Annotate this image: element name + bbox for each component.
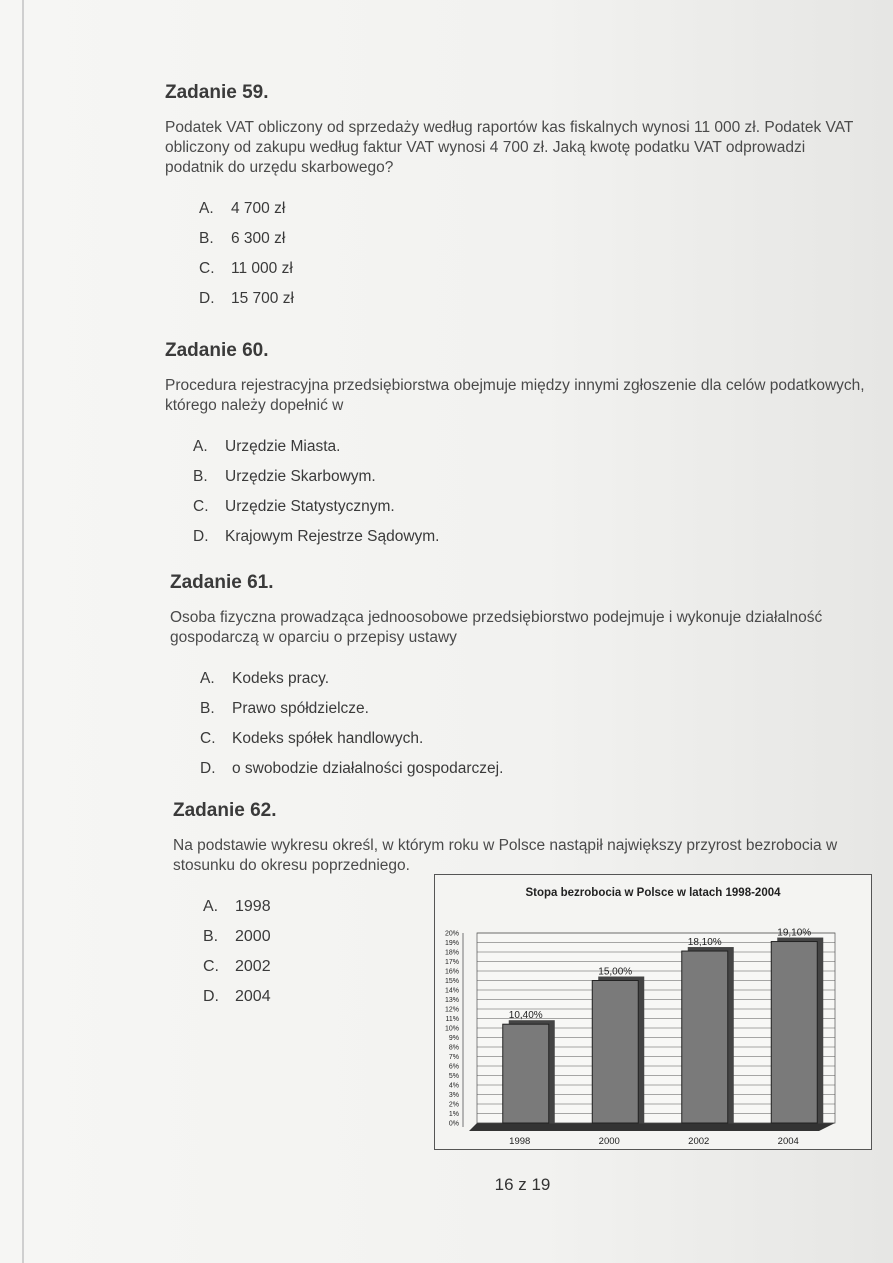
task-question: Procedura rejestracyjna przedsiębiorstwa obejmuje między innymi zgłoszenie dla celów podatkowych, którego należy dopełnić w: [165, 377, 865, 414]
task-59: [165, 82, 865, 314]
y-tick-label: 1%: [448, 1111, 459, 1118]
y-tick-label: 4%: [448, 1082, 459, 1090]
task-title: Zadanie 62.: [173, 800, 277, 821]
y-tick-label: 14%: [444, 987, 459, 995]
task-title: Zadanie 59.: [165, 82, 269, 103]
answer-options: [170, 664, 870, 784]
chart-title: Stopa bezrobocia w Polsce w latach 1998-2004: [525, 887, 781, 899]
bar: [682, 951, 728, 1123]
answer-option: C. Urzędzie Statystycznym.: [193, 498, 395, 515]
bar-data-label: 10,40%: [508, 1010, 543, 1022]
y-tick-label: 20%: [444, 930, 459, 938]
y-tick-label: 10%: [444, 1025, 459, 1033]
answer-option: B. Urzędzie Skarbowym.: [193, 468, 376, 485]
plot-floor: [469, 1123, 835, 1131]
y-tick-label: 16%: [444, 968, 459, 976]
task-question: Podatek VAT obliczony od sprzedaży według raportów kas fiskalnych wynosi 11 000 zł. Podatek VAT obliczony od zakupu według faktur VAT wynosi 4 700 zł. Jaką kwotę podatku VAT odprowadzi podatnik do urzędu skarbowego?: [165, 119, 854, 176]
y-tick-label: 15%: [444, 978, 459, 985]
answer-option: C. 11 000 zł: [199, 260, 293, 277]
x-tick-label: 2000: [598, 1136, 620, 1147]
y-tick-label: 5%: [448, 1073, 459, 1080]
bar: [592, 981, 638, 1124]
y-tick-label: 11%: [445, 1016, 459, 1023]
task-question: Osoba fizyczna prowadząca jednoosobowe przedsiębiorstwo podejmuje i wykonuje działalność gospodarczą w oparciu o przepisy ustawy: [170, 609, 823, 646]
bar: [771, 942, 817, 1123]
answer-option: B. 6 300 zł: [199, 230, 286, 247]
x-tick-label: 2004: [777, 1136, 799, 1147]
y-tick-label: 9%: [448, 1035, 459, 1042]
y-tick-label: 12%: [444, 1006, 459, 1014]
bar-data-label: 18,10%: [687, 937, 722, 949]
scan-edge: [22, 0, 24, 1263]
page-number: 16 z 19: [494, 1175, 551, 1194]
task-60: [165, 340, 865, 552]
y-tick-label: 17%: [444, 959, 459, 966]
answer-option: A. 1998: [203, 898, 271, 915]
y-tick-label: 3%: [448, 1092, 459, 1099]
y-tick-label: 6%: [448, 1063, 459, 1071]
task-question: Na podstawie wykresu określ, w którym roku w Polsce nastąpił największy przyrost bezrobocia w stosunku do okresu poprzedniego.: [173, 837, 838, 874]
bar: [503, 1024, 549, 1123]
x-tick-label: 2002: [688, 1136, 710, 1147]
y-tick-label: 7%: [448, 1054, 459, 1061]
answer-option: D. Krajowym Rejestrze Sądowym.: [193, 528, 440, 545]
x-tick-label: 1998: [509, 1136, 531, 1147]
y-tick-label: 18%: [444, 949, 459, 957]
y-tick-label: 0%: [448, 1120, 459, 1128]
bar-data-label: 19,10%: [777, 927, 812, 939]
answer-option: A. Urzędzie Miasta.: [193, 438, 341, 455]
y-tick-label: 19%: [444, 940, 459, 947]
task-61: [170, 572, 870, 784]
answer-options: [165, 432, 865, 552]
bar-data-label: 15,00%: [598, 966, 633, 978]
answer-option: A. 4 700 zł: [199, 200, 286, 217]
answer-option: B. Prawo spółdzielcze.: [200, 700, 369, 717]
answer-option: B. 2000: [203, 928, 271, 945]
answer-option: D. o swobodzie działalności gospodarczej.: [200, 760, 504, 777]
answer-option: D. 2004: [203, 988, 271, 1005]
y-tick-label: 2%: [448, 1101, 459, 1109]
answer-option: C. 2002: [203, 958, 271, 975]
answer-options: [165, 194, 865, 314]
y-tick-label: 8%: [448, 1044, 459, 1052]
answer-option: C. Kodeks spółek handlowych.: [200, 730, 424, 747]
task-title: Zadanie 60.: [165, 340, 269, 361]
answer-option: D. 15 700 zł: [199, 290, 294, 307]
unemployment-chart: [434, 874, 872, 1150]
answer-option: A. Kodeks pracy.: [200, 670, 330, 687]
task-title: Zadanie 61.: [170, 572, 274, 593]
y-tick-label: 13%: [444, 997, 459, 1004]
chart-plot: [435, 875, 871, 1149]
